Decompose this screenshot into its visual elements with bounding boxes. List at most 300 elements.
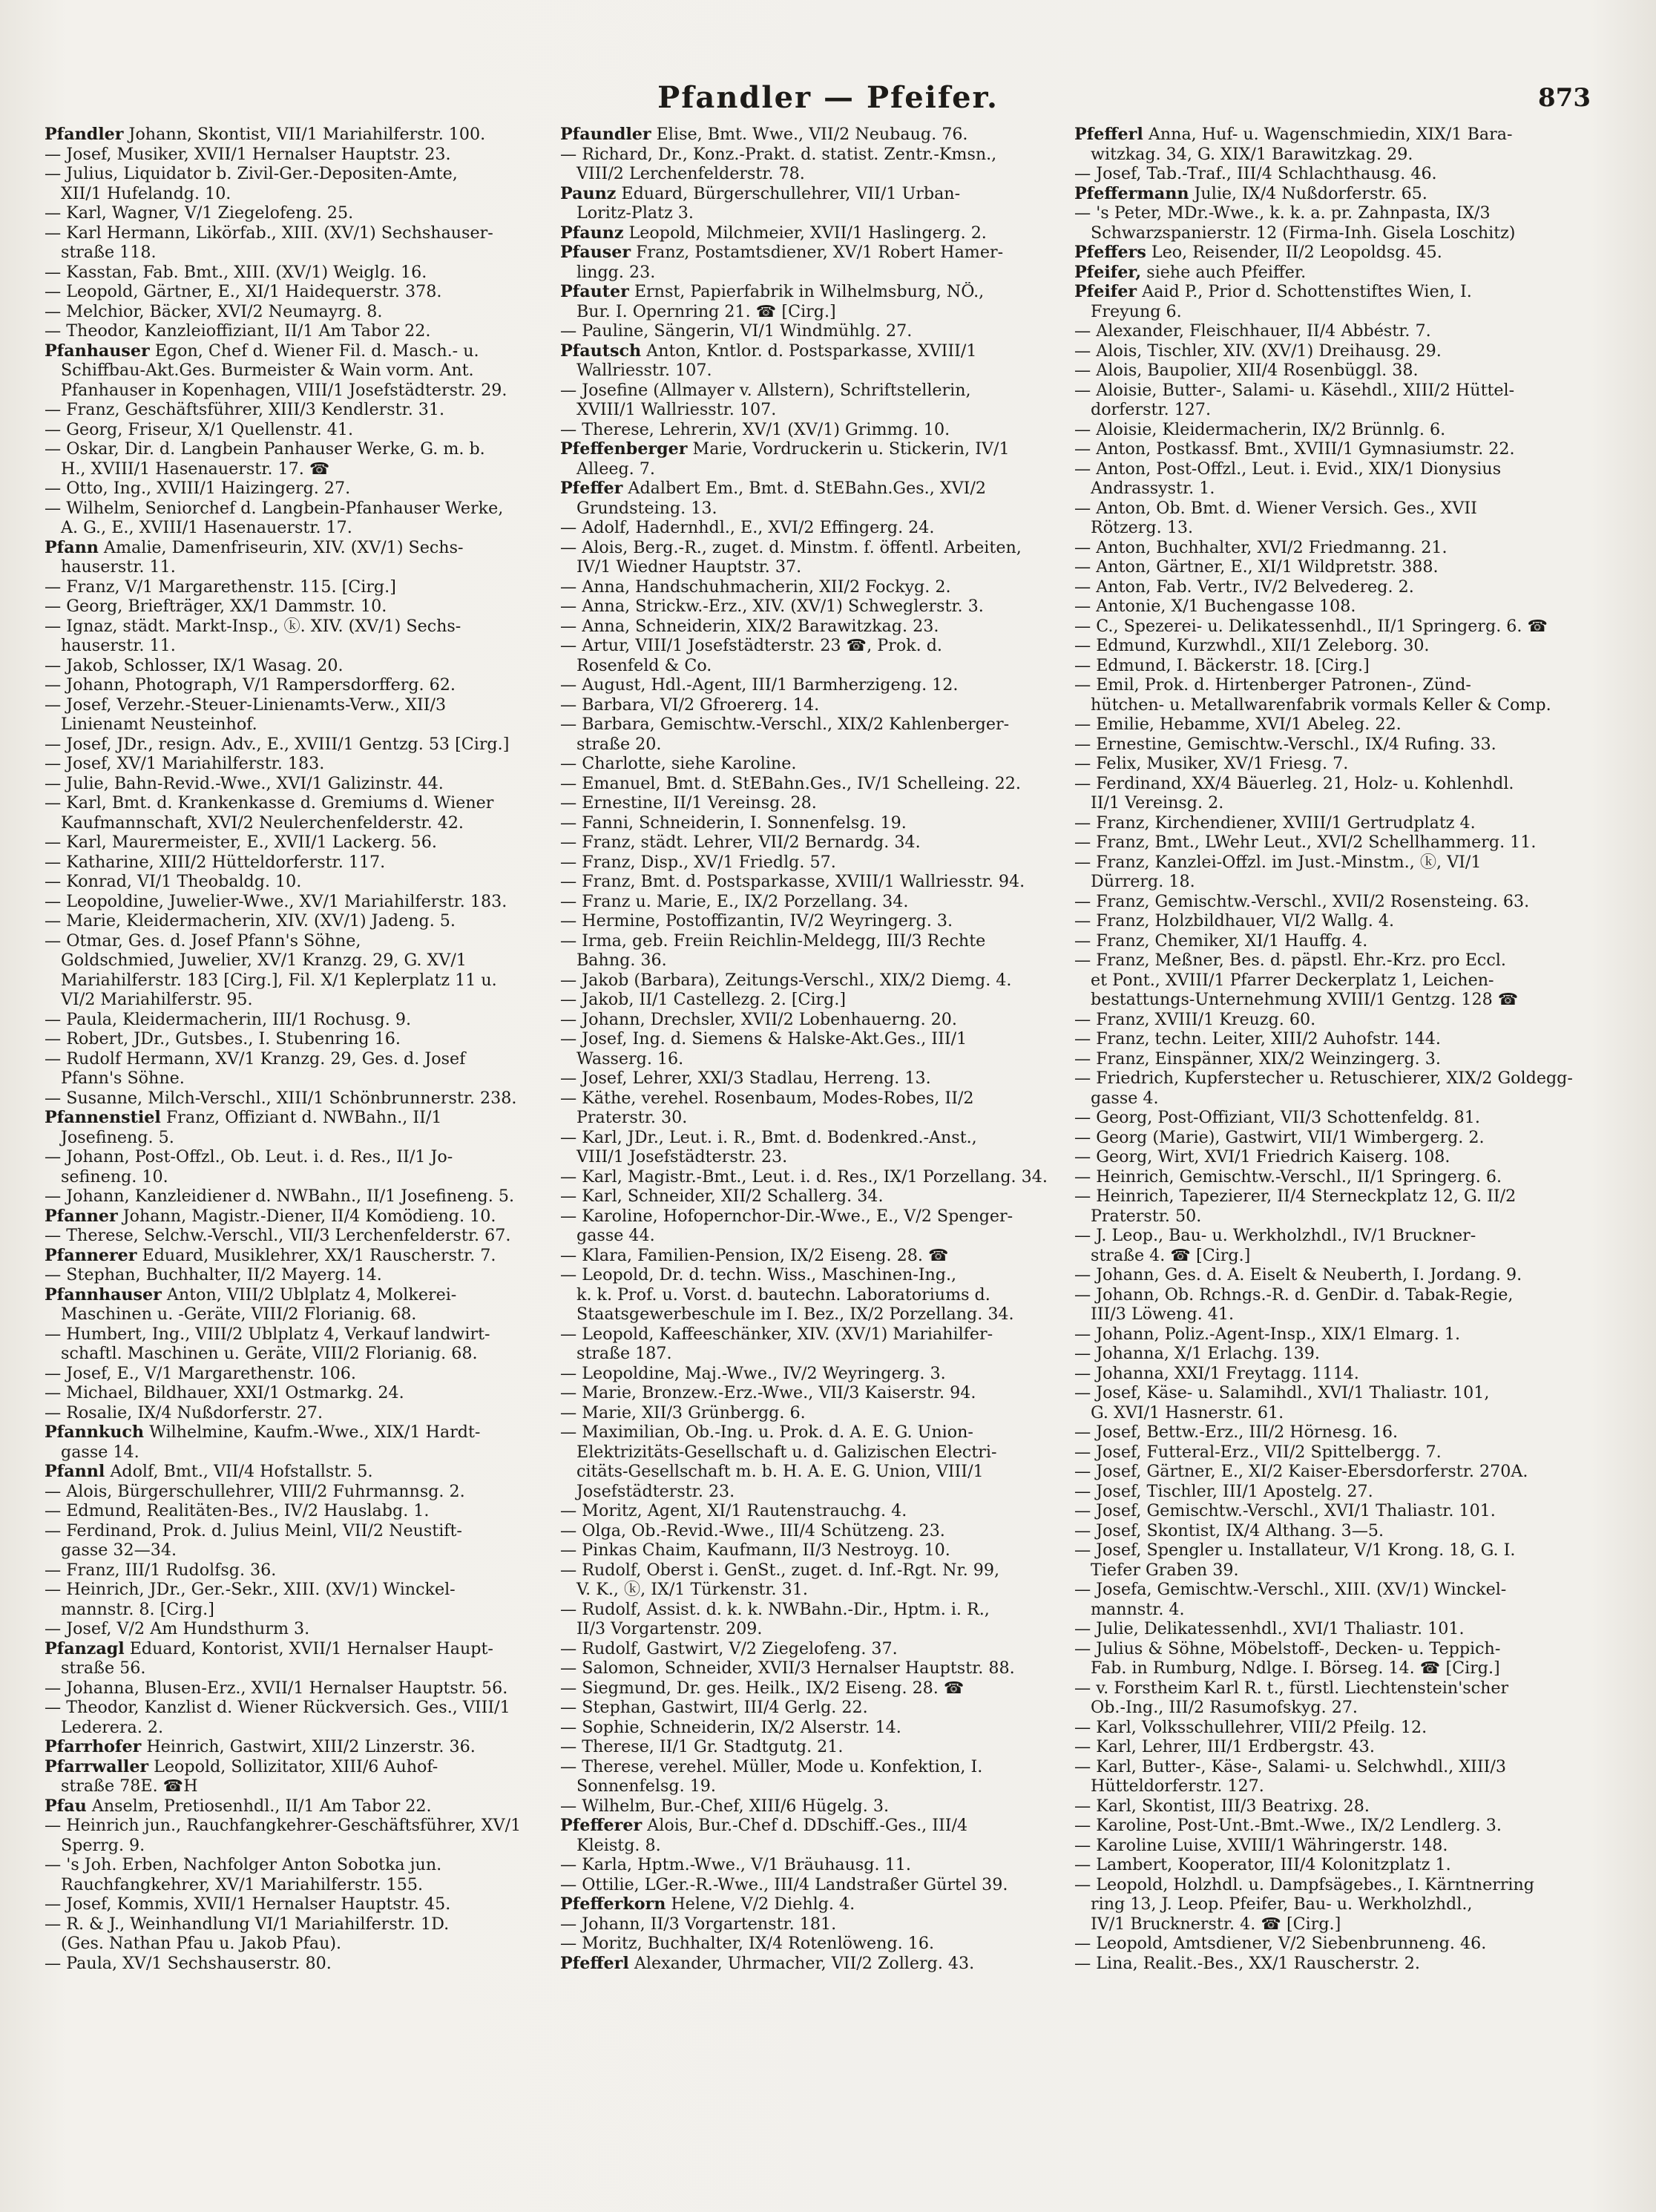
directory-entry (45, 1383, 556, 1403)
entry-text: — Felix, Musiker, XV/1 Friesg. 7. (1074, 754, 1349, 773)
entry-text: Dürrerg. 18. (1091, 872, 1195, 891)
directory-entry (45, 1619, 556, 1639)
directory-entry (45, 125, 556, 145)
directory-entry (1074, 1639, 1586, 1659)
surname-heading: Paunz (560, 183, 617, 203)
entry-text: Kleistg. 8. (576, 1835, 661, 1855)
directory-entry (560, 1207, 1072, 1227)
directory-entry (560, 1304, 1072, 1325)
entry-text: Josefineng. 5. (61, 1127, 174, 1147)
entry-text: gasse 44. (576, 1226, 655, 1245)
entry-text: Aaid P., Prior d. Schottenstiftes Wien, I. (1137, 282, 1472, 301)
surname-heading: Pfeffer (560, 479, 623, 498)
directory-entry (560, 892, 1072, 912)
entry-text: — Franz, techn. Leiter, XIII/2 Auhofstr. 144. (1074, 1029, 1441, 1048)
directory-entry (1074, 538, 1586, 558)
entry-text: — Josef, Lehrer, XXI/3 Stadlau, Herreng. 13. (560, 1069, 931, 1088)
directory-entry (560, 1816, 1072, 1836)
entry-text: — Klara, Familien-Pension, IX/2 Eiseng. 28. ☎ (560, 1245, 949, 1265)
entry-text: — v. Forstheim Karl R. t., fürstl. Liechtenstein'scher (1074, 1678, 1509, 1698)
directory-entry (560, 341, 1072, 361)
entry-text: Loritz-Platz 3. (576, 203, 694, 223)
directory-entry (560, 282, 1072, 302)
entry-text: — Josef, Ing. d. Siemens & Halske-Akt.Ges., III/1 (560, 1029, 967, 1048)
directory-entry (560, 735, 1072, 755)
entry-text: V. K., ⓚ, IX/1 Türkenstr. 31. (576, 1580, 808, 1599)
entry-text: — Salomon, Schneider, XVII/3 Hernalser Hauptstr. 88. (560, 1658, 1015, 1678)
directory-entry (560, 1226, 1072, 1246)
directory-entry (560, 1187, 1072, 1207)
entry-text: — Artur, VIII/1 Josefstädterstr. 23 ☎, Prok. d. (560, 636, 942, 655)
directory-entry (1074, 1521, 1586, 1541)
entry-text: dorferstr. 127. (1091, 400, 1212, 419)
entry-text: Ernst, Papierfabrik in Wilhelmsburg, NÖ., (628, 282, 985, 301)
directory-entry (560, 656, 1072, 676)
entry-text: — Josef, V/2 Am Hundsthurm 3. (45, 1619, 310, 1638)
entry-text: VIII/2 Lerchenfelderstr. 78. (576, 164, 805, 183)
directory-entry (1074, 754, 1586, 774)
directory-entry (45, 164, 556, 184)
directory-entry (560, 381, 1072, 401)
directory-entry (1074, 1855, 1586, 1875)
entry-text: Tiefer Graben 39. (1091, 1560, 1239, 1580)
entry-text: siehe auch Pfeiffer. (1141, 262, 1307, 282)
entry-text: II/3 Vorgartenstr. 209. (576, 1619, 763, 1638)
directory-entry (45, 302, 556, 322)
directory-entry (45, 381, 556, 401)
directory-entry (560, 1049, 1072, 1069)
entry-text: mannstr. 8. [Cirg.] (61, 1599, 214, 1619)
directory-entry (560, 499, 1072, 519)
entry-text: — Wilhelm, Bur.-Chef, XIII/6 Hügelg. 3. (560, 1796, 890, 1816)
entry-text: — Rudolf Hermann, XV/1 Kranzg. 29, Ges. d. Josef (45, 1048, 466, 1069)
entry-text: — Karl Hermann, Likörfab., XIII. (XV/1) Sechshauser- (45, 223, 493, 243)
entry-text: — Josef, Bettw.-Erz., III/2 Hörnesg. 16. (1074, 1422, 1399, 1442)
directory-entry (560, 1580, 1072, 1600)
entry-text: — Leopold, Kaffeeschänker, XIV. (XV/1) Mariahilfer- (560, 1324, 993, 1344)
directory-entry (1074, 1894, 1586, 1914)
directory-entry (45, 1914, 556, 1934)
directory-entry (1074, 597, 1586, 617)
directory-entry (1074, 656, 1586, 676)
directory-entry (560, 1501, 1072, 1521)
directory-entry (560, 1265, 1072, 1285)
directory-entry (45, 400, 556, 420)
entry-text: — Olga, Ob.-Revid.-Wwe., III/4 Schützeng. 23. (560, 1520, 945, 1540)
entry-text: Kaufmannschaft, XVI/2 Neulerchenfelderstr. 42. (61, 813, 464, 833)
entry-text: — Rudolf, Oberst i. GenSt., zuget. d. Inf.-Rgt. Nr. 99, (560, 1560, 1000, 1580)
directory-entry (560, 1619, 1072, 1639)
directory-entry (560, 1776, 1072, 1796)
directory-entry (560, 636, 1072, 656)
entry-text: — Heinrich jun., Rauchfangkehrer-Geschäftsführer, XV/1 (45, 1816, 522, 1835)
directory-entry (45, 597, 556, 617)
entry-text: — Lina, Realit.-Bes., XX/1 Rauscherstr. 2. (1074, 1953, 1420, 1973)
entry-text: — Antonie, X/1 Buchengasse 108. (1074, 597, 1356, 616)
directory-entry (45, 1934, 556, 1954)
entry-text: — Franz u. Marie, E., IX/2 Porzellang. 34. (560, 891, 909, 911)
directory-entry (45, 1304, 556, 1325)
entry-text: Bahng. 36. (576, 951, 667, 970)
directory-entry (45, 1560, 556, 1581)
directory-entry (45, 793, 556, 813)
directory-entry (1074, 813, 1586, 833)
entry-text: Franz, Postamtsdiener, XV/1 Robert Hamer- (631, 243, 1004, 262)
directory-entry (1074, 1108, 1586, 1128)
directory-entry (1074, 125, 1586, 145)
directory-entry (1074, 479, 1586, 499)
entry-text: — Emil, Prok. d. Hirtenberger Patronen-, Zünd- (1074, 675, 1471, 695)
directory-entry (560, 1383, 1072, 1403)
directory-entry (1074, 1560, 1586, 1581)
entry-text: — Julie, Bahn-Revid.-Wwe., XVI/1 Galizinstr. 44. (45, 773, 444, 793)
entry-text: — Karla, Hptm.-Wwe., V/1 Bräuhausg. 11. (560, 1855, 911, 1874)
directory-entry (560, 1698, 1072, 1718)
directory-entry (45, 557, 556, 577)
entry-text: — Friedrich, Kupferstecher u. Retuschierer, XIX/2 Goldegg- (1074, 1069, 1573, 1088)
directory-entry (1074, 341, 1586, 361)
entry-text: — Josef, Gärtner, E., XI/2 Kaiser-Ebersdorferstr. 270A. (1074, 1462, 1528, 1481)
surname-heading: Pfau (45, 1796, 87, 1816)
directory-entry (560, 184, 1072, 204)
entry-text: — Franz, Kirchendiener, XVIII/1 Gertrudplatz 4. (1074, 813, 1476, 833)
entry-text: Schwarzspanierstr. 12 (Firma-Inh. Gisela Loschitz) (1091, 223, 1516, 243)
directory-entry (1074, 675, 1586, 695)
entry-text: — Paula, XV/1 Sechshauserstr. 80. (45, 1953, 332, 1973)
directory-entry (45, 990, 556, 1010)
directory-entry (1074, 302, 1586, 322)
directory-entry (1074, 1934, 1586, 1954)
directory-entry (560, 1934, 1072, 1954)
entry-text: Leopold, Milchmeier, XVII/1 Haslingerg. 2. (623, 223, 987, 243)
entry-text: Rosenfeld & Co. (576, 655, 712, 675)
entry-text: Linienamt Neusteinhof. (61, 715, 257, 734)
entry-text: — Josefa, Gemischtw.-Verschl., XIII. (XV/1) Winckel- (1074, 1580, 1507, 1599)
directory-entry (45, 1600, 556, 1620)
directory-entry (45, 833, 556, 853)
entry-text: — Alois, Berg.-R., zuget. d. Minstm. f. öffentl. Arbeiten, (560, 537, 1022, 557)
entry-text: — Anna, Handschuhmacherin, XII/2 Fockyg. 2. (560, 577, 951, 597)
directory-entry (560, 754, 1072, 774)
directory-entry (45, 1678, 556, 1699)
directory-entry (560, 1836, 1072, 1856)
entry-text: Freyung 6. (1091, 301, 1182, 321)
entry-text: Alexander, Uhrmacher, VII/2 Zollerg. 43. (628, 1953, 975, 1973)
directory-entry (45, 892, 556, 912)
entry-text: — Katharine, XIII/2 Hütteldorferstr. 117. (45, 852, 386, 872)
directory-entry (1074, 1914, 1586, 1934)
entry-text: — Heinrich, Tapezierer, II/4 Sterneckplatz 12, G. II/2 (1074, 1187, 1517, 1206)
directory-entry (45, 1049, 556, 1069)
entry-text: — Karl, Wagner, V/1 Ziegelofeng. 25. (45, 203, 354, 223)
entry-text: — Karl, Skontist, III/3 Beatrixg. 28. (1074, 1796, 1370, 1816)
entry-text: — Julius & Söhne, Möbelstoff-, Decken- u. Teppich- (1074, 1638, 1501, 1658)
entry-text: Bur. I. Opernring 21. ☎ [Cirg.] (576, 301, 836, 321)
entry-text: — Konrad, VI/1 Theobaldg. 10. (45, 872, 302, 891)
directory-entry (45, 1580, 556, 1600)
directory-entry (1074, 1285, 1586, 1305)
directory-entry (560, 1344, 1072, 1364)
entry-text: straße 118. (61, 243, 157, 262)
entry-text: — Alois, Tischler, XIV. (XV/1) Dreihausg. 29. (1074, 341, 1442, 361)
entry-text: — Emilie, Hebamme, XVI/1 Abeleg. 22. (1074, 715, 1402, 734)
entry-text: — Aloisie, Butter-, Salami- u. Käsehdl., XIII/2 Hüttel- (1074, 380, 1515, 400)
entry-text: — Paula, Kleidermacherin, III/1 Rochusg. 9. (45, 1009, 412, 1029)
directory-entry (560, 872, 1072, 892)
entry-text: Rauchfangkehrer, XV/1 Mariahilferstr. 155. (61, 1874, 424, 1894)
entry-text: — Georg (Marie), Gastwirt, VII/1 Wimbergerg. 2. (1074, 1127, 1485, 1147)
entry-text: — Rosalie, IX/4 Nußdorferstr. 27. (45, 1402, 323, 1422)
directory-entry (560, 1462, 1072, 1482)
entry-text: — Ottilie, LGer.-R.-Wwe., III/4 Landstraßer Gürtel 39. (560, 1874, 1008, 1894)
entry-text: — Stephan, Buchhalter, II/2 Mayerg. 14. (45, 1265, 382, 1284)
entry-text: — Anna, Schneiderin, XIX/2 Barawitzkag. 23. (560, 616, 939, 636)
directory-entry (45, 735, 556, 755)
entry-text: — Josef, Gemischtw.-Verschl., XVI/1 Thaliastr. 101. (1074, 1501, 1496, 1520)
entry-text: — Sophie, Schneiderin, IX/2 Alserstr. 14. (560, 1717, 901, 1737)
directory-entry (1074, 381, 1586, 401)
directory-entry (45, 459, 556, 479)
directory-entry (45, 1718, 556, 1738)
entry-text: — Maximilian, Ob.-Ing. u. Prok. d. A. E. G. Union- (560, 1422, 973, 1442)
directory-entry (1074, 1147, 1586, 1167)
entry-text: — Pinkas Chaim, Kaufmann, II/3 Nestroyg. 10. (560, 1540, 950, 1560)
entry-text: XII/1 Hufelandg. 10. (61, 183, 231, 203)
directory-entry (1074, 1422, 1586, 1443)
directory-entry (560, 951, 1072, 971)
surname-heading: Pfannerer (45, 1245, 137, 1265)
entry-text: Staatsgewerbeschule im I. Bez., IX/2 Porzellang. 34. (576, 1304, 1014, 1324)
entry-text: — Leopoldine, Maj.-Wwe., IV/2 Weyringerg. 3. (560, 1363, 946, 1383)
directory-entry (45, 1855, 556, 1875)
directory-entry (1074, 1718, 1586, 1738)
entry-text: — Stephan, Gastwirt, III/4 Gerlg. 22. (560, 1698, 868, 1717)
directory-entry (1074, 636, 1586, 656)
entry-text: — Leopold, Holzhdl. u. Dampfsägebes., I. Kärntnerring (1074, 1874, 1535, 1894)
directory-entry (1074, 1383, 1586, 1403)
surname-heading: Pfannl (45, 1462, 105, 1481)
directory-entry (560, 833, 1072, 853)
directory-entry (45, 1796, 556, 1816)
directory-entry (1074, 1128, 1586, 1148)
entry-text: — Theodor, Kanzleioffiziant, II/1 Am Tabor 22. (45, 321, 431, 341)
directory-entry (1074, 1954, 1586, 1974)
directory-entry (560, 813, 1072, 833)
entry-text: ring 13, J. Leop. Pfeifer, Bau- u. Werkholzhdl., (1091, 1894, 1473, 1914)
surname-heading: Pfautsch (560, 341, 642, 361)
directory-entry (1074, 1325, 1586, 1345)
entry-text: — Leopoldine, Juwelier-Wwe., XV/1 Mariahilferstr. 183. (45, 891, 507, 911)
directory-entry (1074, 1658, 1586, 1678)
entry-text: — Franz, Disp., XV/1 Friedlg. 57. (560, 852, 836, 872)
directory-entry (560, 1954, 1072, 1974)
directory-entry (1074, 1698, 1586, 1718)
directory-entry (1074, 1776, 1586, 1796)
directory-entry (1074, 1757, 1586, 1777)
entry-text: Fab. in Rumburg, Ndlge. I. Börseg. 14. ☎ [Cirg.] (1091, 1658, 1500, 1678)
entry-text: — Ignaz, städt. Markt-Insp., ⓚ. XIV. (XV/1) Sechs- (45, 616, 461, 636)
surname-heading: Pfannhauser (45, 1284, 162, 1304)
directory-entry (45, 361, 556, 381)
entry-text: — Therese, II/1 Gr. Stadtgutg. 21. (560, 1737, 844, 1756)
entry-text: — Josefine (Allmayer v. Allstern), Schriftstellerin, (560, 380, 971, 400)
surname-heading: Pfeffenberger (560, 439, 688, 459)
directory-entry (45, 1658, 556, 1678)
entry-text: — Johann, Drechsler, XVII/2 Lobenhauerng. 20. (560, 1009, 957, 1029)
directory-entry (560, 1639, 1072, 1659)
entry-text: Anton, VIII/2 Ublplatz 4, Molkerei- (161, 1284, 457, 1304)
entry-text: Helene, V/2 Diehlg. 4. (666, 1894, 855, 1914)
directory-entry (1074, 557, 1586, 577)
directory-entry (560, 1069, 1072, 1089)
directory-entry (45, 1540, 556, 1560)
directory-entry (1074, 1540, 1586, 1560)
surname-heading: Pfefferkorn (560, 1894, 666, 1914)
entry-text: Wilhelmine, Kaufm.-Wwe., XIX/1 Hardt- (144, 1422, 481, 1442)
directory-entry (1074, 1049, 1586, 1069)
entry-text: hütchen- u. Metallwarenfabrik vormals Keller & Comp. (1091, 695, 1551, 715)
entry-text: straße 4. ☎ [Cirg.] (1091, 1245, 1251, 1265)
entry-text: — Michael, Bildhauer, XXI/1 Ostmarkg. 24. (45, 1383, 404, 1402)
entry-text: — Charlotte, siehe Karoline. (560, 754, 797, 773)
directory-entry (560, 1364, 1072, 1384)
directory-entry (1074, 577, 1586, 597)
entry-text: — Johann, Post-Offzl., Ob. Leut. i. d. Res., II/1 Jo- (45, 1147, 453, 1166)
directory-entry (1074, 1600, 1586, 1620)
entry-text: — Josef, JDr., resign. Adv., E., XVIII/1 Gentzg. 53 [Cirg.] (45, 734, 510, 754)
entry-text: XVIII/1 Wallriesstr. 107. (576, 400, 777, 419)
entry-text: — 's Joh. Erben, Nachfolger Anton Sobotka jun. (45, 1855, 442, 1874)
directory-entry (45, 911, 556, 931)
entry-text: k. k. Prof. u. Vorst. d. bautechn. Laboratoriums d. (576, 1284, 990, 1304)
directory-entry (560, 361, 1072, 381)
entry-text: — Franz, XVIII/1 Kreuzg. 60. (1074, 1009, 1316, 1029)
entry-text: — Georg, Wirt, XVI/1 Friedrich Kaiserg. 108. (1074, 1147, 1450, 1166)
entry-text: — Edmund, I. Bäckerstr. 18. [Cirg.] (1074, 655, 1370, 675)
entry-text: — Johann, Photograph, V/1 Rampersdorfferg. 62. (45, 675, 456, 695)
entry-text: — Anton, Gärtner, E., XI/1 Wildpretstr. 388. (1074, 557, 1439, 577)
directory-entry (1074, 499, 1586, 519)
entry-text: — Anna, Strickw.-Erz., XIV. (XV/1) Schweglerstr. 3. (560, 597, 984, 616)
entry-text: Johann, Magistr.-Diener, II/4 Komödieng. 10. (117, 1206, 496, 1226)
entry-text: — Anton, Buchhalter, XVI/2 Friedmanng. 21. (1074, 537, 1448, 557)
directory-entry (1074, 1265, 1586, 1285)
entry-text: — Edmund, Realitäten-Bes., IV/2 Hauslabg. 1. (45, 1501, 430, 1520)
directory-entry (1074, 203, 1586, 223)
entry-text: — Julius, Liquidator b. Zivil-Ger.-Depositen-Amte, (45, 164, 458, 183)
entry-text: — Barbara, Gemischtw.-Verschl., XIX/2 Kahlenberger- (560, 715, 1010, 734)
entry-text: — Franz, III/1 Rudolfsg. 36. (45, 1560, 277, 1580)
directory-entry (1074, 420, 1586, 440)
entry-text: Andrassystr. 1. (1091, 479, 1215, 498)
page-header (0, 80, 1656, 125)
entry-text: — Humbert, Ing., VIII/2 Ublplatz 4, Verkauf landwirt- (45, 1324, 490, 1344)
directory-entry (45, 695, 556, 715)
directory-entry (560, 715, 1072, 735)
entry-text: — Therese, verehel. Müller, Mode u. Konfektion, I. (560, 1756, 983, 1776)
entry-text: Elektrizitäts-Gesellschaft u. d. Galizischen Electri- (576, 1442, 997, 1462)
directory-entry (45, 1737, 556, 1757)
entry-text: gasse 32—34. (61, 1540, 177, 1560)
directory-entry (45, 223, 556, 243)
entry-text: Julie, IX/4 Nußdorferstr. 65. (1189, 183, 1427, 203)
directory-entry (45, 715, 556, 735)
directory-entry (45, 439, 556, 459)
entry-text: Maschinen u. -Geräte, VIII/2 Florianig. 68. (61, 1304, 417, 1324)
directory-entry (45, 1836, 556, 1856)
entry-text: lingg. 23. (576, 262, 656, 282)
entry-text: — Otmar, Ges. d. Josef Pfann's Söhne, (45, 931, 361, 951)
entry-text: Lederera. 2. (61, 1717, 164, 1737)
directory-entry (1074, 1304, 1586, 1325)
entry-text: — August, Hdl.-Agent, III/1 Barmherzigeng. 12. (560, 675, 959, 695)
entry-text: — Josef, XV/1 Mariahilferstr. 183. (45, 754, 325, 773)
directory-entry (560, 1167, 1072, 1187)
entry-text: — Johann, Ges. d. A. Eiselt & Neuberth, I. Jordang. 9. (1074, 1265, 1522, 1284)
entry-text: — Ferdinand, Prok. d. Julius Meinl, VII/2 Neustift- (45, 1520, 462, 1540)
entry-text: Alois, Bur.-Chef d. DDschiff.-Ges., III/4 (642, 1816, 968, 1835)
entry-text: Eduard, Bürgerschullehrer, VII/1 Urban- (616, 183, 961, 203)
directory-entry (1074, 990, 1586, 1010)
entry-text: — Franz, Meßner, Bes. d. päpstl. Ehr.-Krz. pro Eccl. (1074, 951, 1506, 970)
directory-entry (45, 420, 556, 440)
entry-text: H., XVIII/1 Hasenauerstr. 17. ☎ (61, 459, 330, 479)
entry-text: — Aloisie, Kleidermacherin, IX/2 Brünnlg. 6. (1074, 419, 1446, 439)
entry-text: — Rudolf, Assist. d. k. k. NWBahn.-Dir., Hptm. i. R., (560, 1599, 990, 1619)
directory-entry (560, 675, 1072, 695)
entry-text: Sonnenfelsg. 19. (576, 1776, 716, 1796)
entry-text: — Moritz, Buchhalter, IX/4 Rotenlöweng. 16. (560, 1934, 935, 1953)
surname-heading: Pfauter (560, 282, 629, 301)
directory-entry (1074, 1187, 1586, 1207)
directory-entry (1074, 971, 1586, 991)
directory-entry (45, 1128, 556, 1148)
directory-entry (560, 1875, 1072, 1895)
directory-entry (1074, 1226, 1586, 1246)
directory-entry (45, 1265, 556, 1285)
entry-text: — Ferdinand, XX/4 Bäuerleg. 21, Holz- u. Kohlenhdl. (1074, 773, 1514, 793)
directory-entry (1074, 911, 1586, 931)
surname-heading: Pfeifer, (1074, 262, 1142, 282)
directory-entry (560, 793, 1072, 813)
directory-entry (1074, 1069, 1586, 1089)
entry-text: — C., Spezerei- u. Delikatessenhdl., II/1 Springerg. 6. ☎ (1074, 616, 1548, 636)
directory-entry (560, 1560, 1072, 1581)
directory-entry (560, 1796, 1072, 1816)
entry-text: — Josef, E., V/1 Margarethenstr. 106. (45, 1363, 356, 1383)
entry-text: gasse 14. (61, 1442, 139, 1462)
directory-entry (45, 951, 556, 971)
directory-entry (560, 243, 1072, 263)
directory-entry (1074, 853, 1586, 873)
entry-text: — Josef, Tab.-Traf., III/4 Schlachthausg. 46. (1074, 164, 1437, 183)
entry-text: straße 187. (576, 1344, 672, 1363)
directory-entry (45, 1875, 556, 1895)
entry-text: — Franz, V/1 Margarethenstr. 115. [Cirg.] (45, 577, 396, 597)
directory-entry (560, 1443, 1072, 1463)
running-title: Pfandler — Pfeifer. (657, 80, 999, 115)
entry-text: Anselm, Pretiosenhdl., II/1 Am Tabor 22. (86, 1796, 432, 1816)
directory-entry (560, 617, 1072, 637)
directory-entry (45, 263, 556, 283)
surname-heading: Pfannkuch (45, 1422, 145, 1442)
entry-text: Marie, Vordruckerin u. Stickerin, IV/1 (687, 439, 1010, 459)
entry-text: — Wilhelm, Seniorchef d. Langbein-Pfanhauser Werke, (45, 498, 504, 518)
entry-text: witzkag. 34, G. XIX/1 Barawitzkag. 29. (1091, 144, 1413, 164)
entry-text: — Josef, Skontist, IX/4 Althang. 3—5. (1074, 1520, 1384, 1540)
entry-text: Johann, Skontist, VII/1 Mariahilferstr. 100. (123, 125, 486, 144)
directory-entry (45, 1344, 556, 1364)
